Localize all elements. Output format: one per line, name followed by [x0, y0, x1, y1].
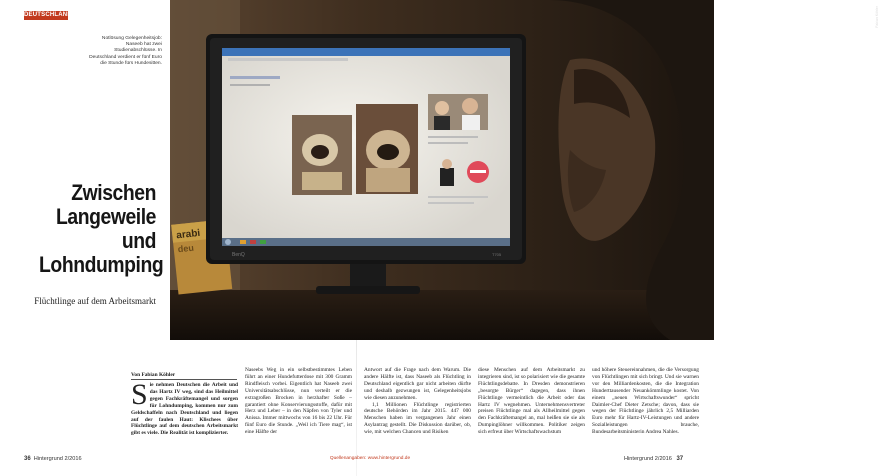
article-subtitle: Flüchtlinge auf dem Arbeitsmarkt: [34, 296, 156, 306]
left-page-number: 36: [24, 456, 31, 462]
section-tag: DEUTSCHLAND: [24, 12, 72, 18]
body-paragraph: Naseebs Weg in ein selbstbestimmtes Leben führt an einer Hundefutterdose mit 300 Gramm Rindfleisch vorbei. Eigentlich hat Naseeb zwei Universitätsabschlüsse, nun verteilt er die extragroßen Brocken in herzhafter Soße – garantiert ohne Konservierungsstoffe, dafür mit Herz und Leber – in den Näpfen von Tyler und Anissa. Immer mittwochs von 16 bis 22 Uhr. Für fünf Euro die Stunde. „Weil ich Tiere mag“, ist eine Hälfte der: [245, 367, 352, 436]
dropcap: S: [131, 378, 148, 411]
body-paragraph: Antwort auf die Frage nach dem Warum. Die andere Hälfte ist, dass Naseeb als Flüchtling in Deutschland eigentlich gar nicht arbeiten dürfte und deshalb gezwungen ist, Gelegenheitsjobs wie diesen anzunehmen.: [364, 367, 471, 401]
footer-source: Quellenangaben: www.hintergrund.de: [329, 456, 411, 461]
monitor-model: T705: [492, 252, 502, 257]
body-paragraph: diese Menschen auf dem Arbeitsmarkt zu integrieren sind, ist so polarisiert wie die gesamte Flüchtlingsdebatte. In Dresden demonstrieren „besorgte Bürger“ dagegen, dass ihnen Flüchtlinge vermeintlich die Arbeit oder das Hartz IV wegnehmen. Unternehmensvertreter preisen Flüchtlinge mal als Allheilmittel gegen den Fachkräftemangel an, mal heißen sie sie als Dumpinglöhner willkommen. Politiker zeigen sich erfreut über Wirtschaftswachstum: [478, 367, 585, 436]
monitor-brand: BenQ: [232, 252, 245, 258]
text-column: [131, 378, 238, 437]
text-column: [364, 367, 471, 436]
right-folio: [624, 456, 683, 462]
text-column: [245, 367, 352, 436]
left-folio: [24, 456, 82, 462]
title-line: Zwischen: [71, 180, 156, 205]
text-column: [478, 367, 585, 436]
photo-caption: Notlösung Gelegenheitsjob: Naseeb hat zwei Studienabschlüsse. In Deutschland verdient er fünf Euro die Stunde fürs Hundesitten.: [89, 36, 162, 66]
article-title: [39, 180, 164, 277]
body-paragraph: und höhere Steuereinnahmen, die die Versorgung von Flüchtlingen mit sich bringt. Und sie warnen vor den Milliardenkosten, die die Integration Hunderttausender Neuankömmlinge kostet. Von einem „neuen Wirtschaftswunder“ spricht Daimler-Chef Dieter Zetsche; davon, dass sie wegen der Flüchtlinge jährlich 2,5 Milliarden Euro mehr für Hartz-IV-Leistungen und andere Sozialleistungen brauche, Bundesarbeitsministerin Andrea Nahles.: [592, 367, 699, 436]
right-issue: Hintergrund 2/2016: [624, 456, 672, 462]
photo-credit: Fabian Köhler: [875, 6, 879, 28]
svg-text:deu: deu: [177, 242, 195, 255]
article-photo: [170, 0, 879, 340]
svg-text:arabi: arabi: [175, 227, 201, 242]
lead-paragraph: ie nehmen Deutschen die Arbeit und das Hartz IV weg, sind das Heilmittel gegen Fachkräftemangel und sorgen für Lohndumping, kommen nur zum Geldschaffeln nach Deutschland und liegen auf der faulen Haut: Klischees über Flüchtlinge auf dem deutschen Arbeitsmarkt gibt es viele. Die Realität ist komplizierter.: [131, 382, 238, 437]
byline: Von Fabian Köhler: [131, 372, 237, 380]
title-line: Lohndumping: [39, 252, 164, 277]
left-issue: Hintergrund 2/2016: [33, 456, 82, 462]
title-line: und: [121, 228, 156, 253]
text-column: [592, 367, 699, 436]
right-page-number: 37: [676, 456, 684, 462]
title-line: Langeweile: [55, 204, 156, 229]
laptop-screen-photo-icon: [170, 0, 714, 340]
body-paragraph: 1,1 Millionen Flüchtlinge registrierten deutsche Behörden im Jahr 2015. 447 000 Menschen haben im vergangenen Jahr einen Asylantrag gestellt. Die Diskussion darüber, ob, wie, mit welchen Chancen und Risiken: [364, 401, 471, 436]
